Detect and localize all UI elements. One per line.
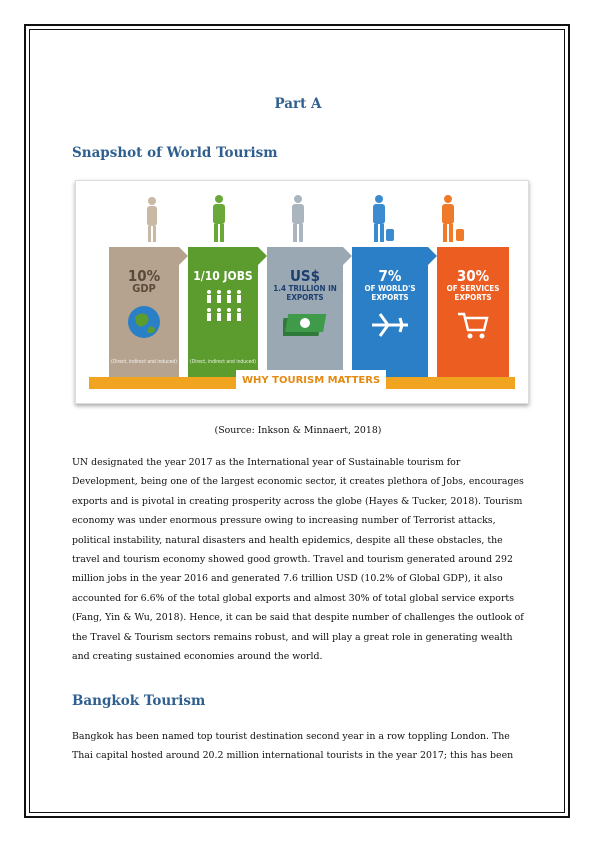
panel-gdp-note: (Direct, indirect and induced) [110,359,177,365]
paragraph-world-tourism: UN designated the year 2017 as the International year of Sustainable tourism for Development, being one of the largest economic sector, it creates plethora of Jobs, encourages exports and is pivotal in creating prosperity across the globe (Hayes & Tucker, 2018). Tourism economy was under enormous pressure owing to increasing number of Terrorist attacks, political instability, natural disasters and health epidemics, despite all these obstacles, the travel and tourism economy showed good growth. Travel and tourism generated around 292 million jobs in the year 2016 and generated 7.6 trillion USD (10.2% of Global GDP), it also accounted for 6.6% of the total global exports and almost 30% of total global service exports (Fang, Yin & Wu, 2018). Hence, it can be said that despite number of challenges the outlook of the Travel & Tourism sectors remains robust, and will play a great role in generating wealth and creating sustained economies around the world. [72,457,524,663]
people-icon [203,288,243,328]
cart-icon [456,310,490,340]
paragraph-bangkok-tourism: Bangkok has been named top tourist destination second year in a row toppling London. The Thai capital hosted around 20.2 million international tourists in the year 2017; this has been [72,731,514,762]
panel-exports-label: 1.4 TRILLION IN EXPORTS [273,284,337,302]
arrow-3 [343,247,352,265]
part-title: Part A [274,96,322,112]
panel-exports-value: US$ [289,267,321,285]
money-icon [283,310,327,340]
traveler-silhouettes [76,181,528,251]
tourism-infographic [75,180,529,404]
figure-caption: (Source: Inkson & Minnaert, 2018) [214,425,382,436]
panel-world-exports-label: OF WORLD'S EXPORTS [364,284,416,302]
panel-gdp [109,247,179,383]
panel-jobs [188,247,258,383]
panel-services-exports-value: 30% [456,267,490,285]
section-heading-bangkok-tourism: Bangkok Tourism [72,693,206,709]
arrow-2 [258,247,267,265]
panel-services-exports [437,247,509,383]
arrow-1 [179,247,188,265]
globe-icon [127,305,161,339]
panel-services-exports-label: OF SERVICES EXPORTS [446,284,500,302]
panel-jobs-note: (Direct, indirect and induced) [189,359,256,365]
panel-world-exports [352,247,428,383]
section-heading-world-tourism: Snapshot of World Tourism [72,145,278,161]
panel-world-exports-value: 7% [378,267,402,285]
banner-label: WHY TOURISM MATTERS [236,370,386,392]
panel-jobs-value: 1/10 JOBS [193,269,253,283]
airplane-icon [370,310,410,340]
panel-exports [267,247,343,383]
panel-gdp-value: 10% [127,267,161,285]
panel-gdp-label: GDP [132,282,156,295]
arrow-4 [428,247,437,265]
